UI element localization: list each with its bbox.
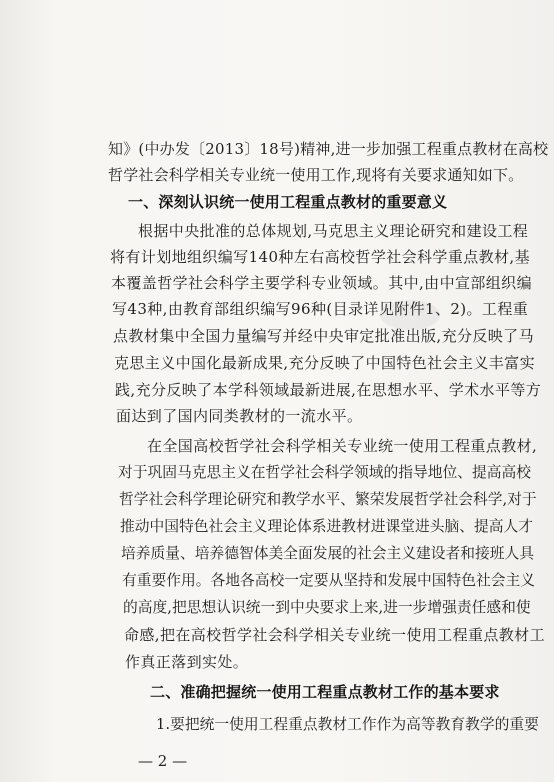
text-line: 本覆盖哲学社会科学主要学科专业领域。其中,由中宣部组织编 [111, 274, 532, 292]
text-line: 根据中央批准的总体规划,马克思主义理论研究和建设工程 [138, 222, 529, 240]
text-line: 作真正落到实处。 [125, 653, 249, 671]
text-line: 命感,把在高校哲学社会科学相关专业统一使用工程重点教材工 [124, 626, 545, 644]
text-line: 知》(中办发〔2013〕18号)精神,进一步加强工程重点教材在高校 [108, 140, 549, 158]
text-line: 推动中国特色社会主义理论体系进教材进课堂进头脑、提高人才 [120, 518, 533, 535]
text-line: 培养质量、培养德智体美全面发展的社会主义建设者和接班人具 [121, 545, 534, 562]
text-line: 面达到了国内同类教材的一流水平。 [116, 407, 363, 425]
text-line: 1.要把统一使用工程重点教材工作作为高等教育教学的重要 [156, 716, 539, 733]
text-line: 在全国高校哲学社会科学相关专业统一使用工程重点教材, [147, 437, 538, 455]
section-heading-2: 二、准确把握统一使用工程重点教材工作的基本要求 [150, 683, 500, 701]
page-number: — 2 — [138, 752, 188, 770]
text-line: 哲学社会科学理论研究和教学水平、繁荣发展哲学社会科学,对于 [119, 491, 537, 508]
text-line: 将有计划地组织编写140种左右高校哲学社会科学重点教材,基 [110, 248, 531, 266]
text-line: 哲学社会科学相关专业统一使用工作,现将有关要求通知如下。 [108, 166, 524, 184]
text-line: 克思主义中国化最新成果,充分反映了中国特色社会主义丰富实 [114, 354, 535, 372]
text-line: 对于巩固马克思主义在哲学社会科学领域的指导地位、提高高校 [118, 464, 531, 481]
text-line: 有重要作用。各地各高校一定要从坚持和发展中国特色社会主义 [122, 572, 535, 589]
text-line: 写43种,由教育部组织编写96种(目录详见附件1、2)。工程重 [112, 300, 529, 318]
section-heading-1: 一、深刻认识统一使用工程重点教材的重要意义 [128, 193, 448, 211]
text-line: 点教材集中全国力量编写并经中央审定批准出版,充分反映了马 [113, 327, 534, 345]
text-line: 的高度,把思想认识统一到中央要求上来,进一步增强责任感和使 [123, 599, 531, 616]
text-line: 践,充分反映了本学科领域最新进展,在思想水平、学术水平等方 [115, 381, 542, 399]
